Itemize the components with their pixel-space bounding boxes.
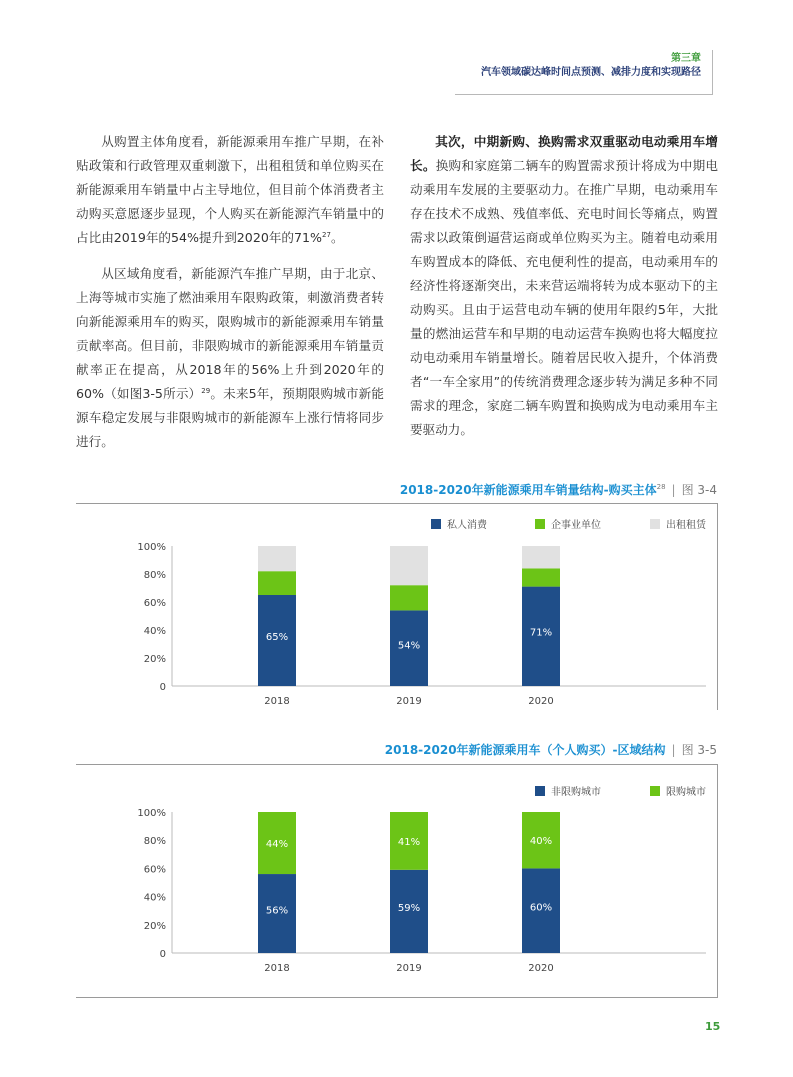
bar-segment [522, 546, 560, 568]
legend-label: 非限购城市 [551, 787, 601, 798]
figure-number: 图 3-4 [681, 483, 717, 497]
y-tick-label: 80% [143, 570, 166, 581]
y-tick-label: 100% [137, 542, 166, 553]
chapter-label: 第三章 [671, 53, 701, 64]
legend-label: 限购城市 [666, 787, 706, 798]
paragraph-text: 。未来5年，预期限购城市新能源车稳定发展与非限购城市的新能源车上涨行情将同步进行。 [76, 386, 384, 449]
bar-segment [390, 585, 428, 610]
bar-data-label: 56% [265, 905, 289, 917]
right-column [410, 130, 718, 442]
legend-label: 私人消费 [447, 520, 487, 531]
y-tick-label: 40% [143, 626, 166, 637]
bar-segment [522, 568, 560, 586]
y-tick-label: 60% [143, 864, 166, 876]
header-divider-horizontal [455, 94, 713, 95]
left-column [76, 130, 384, 454]
bar-data-label: 59% [397, 903, 421, 915]
figure-title-text: 2018-2020年新能源乘用车销量结构-购买主体 [399, 483, 657, 497]
figure-3-4-chart [76, 504, 718, 714]
paragraph-text: 从购置主体角度看，新能源乘用车推广早期，在补贴政策和行政管理双重刺激下，出租租赁和单位购买在新能源乘用车销量中占主导地位，但目前个体消费者主动购买意愿逐步显现，个人购买在新能源汽车销量中的占比由2019年的54%提升到2020年的71% [76, 134, 384, 245]
page-number: 15 [705, 1020, 721, 1033]
chapter-subtitle: 汽车领域碳达峰时间点预测、减排力度和实现路径 [481, 67, 701, 78]
x-tick-label: 2018 [264, 963, 290, 974]
bar-segment [258, 546, 296, 571]
title-separator: | [671, 483, 676, 497]
paragraph-text: 换购和家庭第二辆车的购置需求预计将成为中期电动乘用车发展的主要驱动力。在推广早期，电动乘用车存在技术不成熟、残值率低、充电时间长等痛点，购置需求以政策倒逼营运商或单位购买为主。随着电动乘用车购置成本的降低、充电便利性的提高，电动乘用车的经济性将逐渐突出，未来营运端将转为成本驱动下的主动购买。且由于运营电动车辆的使用年限约5年，大批量的燃油运营车和早期的电动运营车换购也将大幅度拉动电动乘用车销量增长。随着居民收入提升，个体消费者“一车全家用”的传统消费理念逐步转为满足多种不同需求的理念，家庭二辆车购置和换购成为电动乘用车主要驱动力。 [410, 158, 718, 437]
y-tick-label: 20% [143, 654, 166, 665]
figure-number: 图 3-5 [681, 743, 717, 757]
figure-3-5-bottom-rule [76, 997, 718, 998]
chart-region-structure [76, 765, 718, 980]
y-tick-label: 20% [143, 920, 166, 932]
legend-swatch [535, 786, 545, 796]
title-separator: | [671, 743, 676, 757]
legend-label: 企事业单位 [551, 520, 601, 531]
legend-swatch [535, 519, 545, 529]
legend-swatch [431, 519, 441, 529]
bar-data-label: 60% [529, 902, 553, 914]
paragraph-region [76, 262, 384, 454]
paragraph-lead: 其次，中期新购、换购需求双重驱动电动乘用车增长。 [410, 134, 718, 173]
legend-swatch [650, 786, 660, 796]
paragraph-text: 从区域角度看，新能源汽车推广早期，由于北京、上海等城市实施了燃油乘用车限购政策，刺激消费者转向新能源乘用车的购买，限购城市的新能源乘用车销量贡献率高。但目前，非限购城市的新能源乘用车销量贡献率正在提高，从2018年的56%上升到2020年的60%（如图3-5所示） [76, 266, 384, 401]
y-tick-label: 0 [159, 682, 166, 693]
bar-data-label: 54% [397, 640, 421, 652]
bar-data-label: 40% [529, 836, 553, 848]
y-tick-label: 60% [143, 598, 166, 609]
bar-segment [390, 546, 428, 585]
bar-data-label: 65% [265, 631, 289, 643]
x-tick-label: 2019 [396, 696, 422, 707]
y-tick-label: 0 [159, 949, 166, 960]
bar-data-label: 41% [397, 836, 421, 848]
bar-data-label: 71% [529, 627, 553, 639]
y-tick-label: 80% [143, 836, 166, 848]
legend-label: 出租租赁 [666, 520, 706, 531]
x-tick-label: 2018 [264, 696, 290, 707]
page-header [481, 52, 701, 80]
legend-swatch [650, 519, 660, 529]
footnote-ref: 28 [656, 483, 666, 491]
chart-purchaser-structure [76, 504, 718, 714]
paragraph-end: 。 [330, 230, 344, 245]
figure-title-text: 2018-2020年新能源乘用车（个人购买）-区域结构 [384, 743, 666, 757]
figure-3-5-chart [76, 765, 718, 980]
paragraph-demand [410, 130, 718, 442]
figure-3-5-title [385, 741, 717, 758]
header-divider-vertical [712, 50, 713, 94]
y-tick-label: 100% [137, 808, 166, 819]
figure-3-4-title [400, 481, 717, 498]
paragraph-purchaser [76, 130, 384, 250]
x-tick-label: 2020 [528, 963, 554, 974]
y-tick-label: 40% [143, 892, 166, 904]
footnote-ref: 29 [201, 386, 211, 395]
x-tick-label: 2020 [528, 696, 554, 707]
footnote-ref: 27 [322, 230, 331, 239]
bar-data-label: 44% [265, 839, 289, 851]
x-tick-label: 2019 [396, 963, 422, 974]
bar-segment [258, 571, 296, 595]
